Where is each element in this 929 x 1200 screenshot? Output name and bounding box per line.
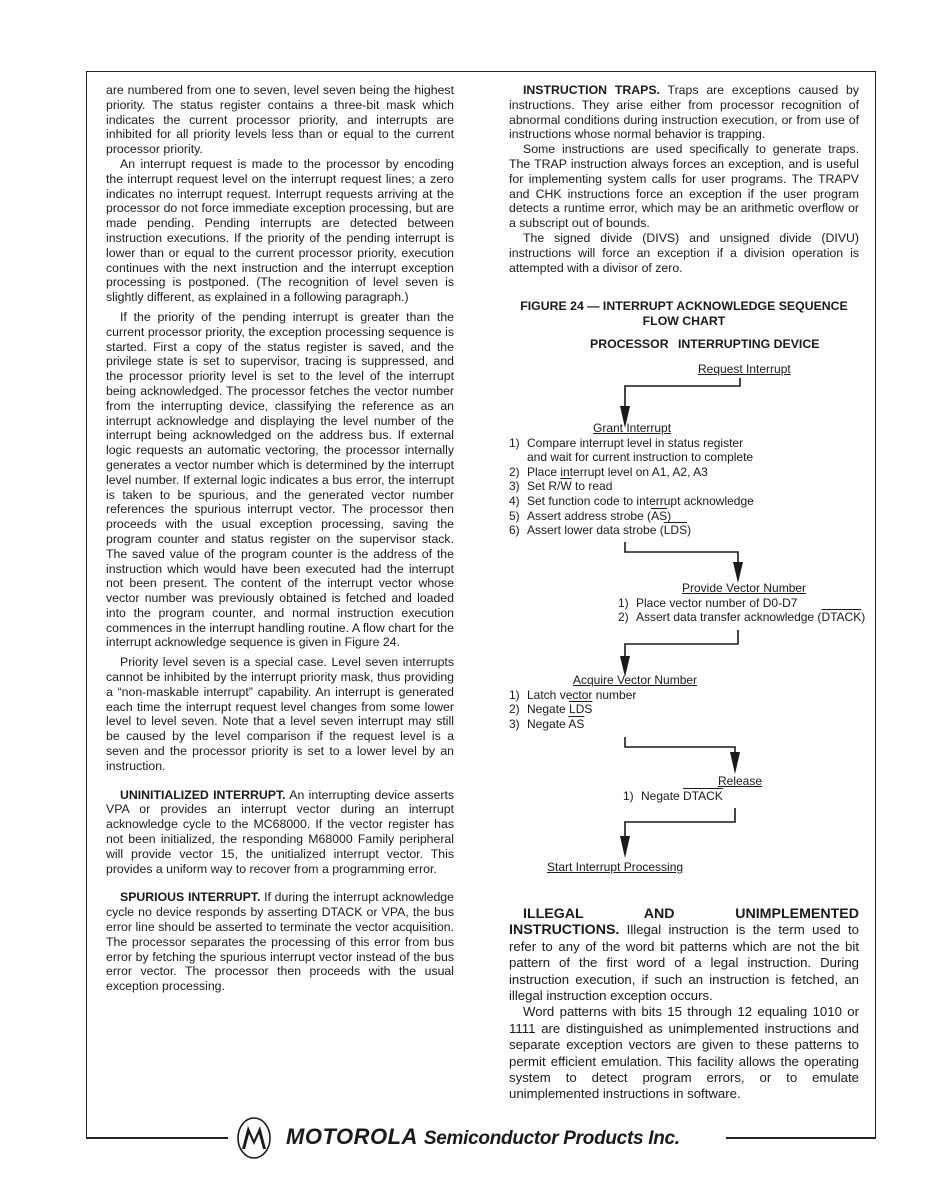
node-title: Acquire Vector Number	[573, 673, 698, 687]
step: 1) Place vector number of D0-D7	[618, 595, 798, 610]
provide-steps	[618, 596, 865, 625]
section-heading: UNINITIALIZED INTERRUPT.	[120, 787, 286, 802]
step: 5) Assert address strobe $(\overline{AS})$	[509, 508, 672, 523]
node-title: Grant Interrupt	[593, 421, 672, 435]
paragraph: If the priority of the pending interrupt is greater than the current processor priority, the exception processing sequence is started. First a copy of the status register is saved, and the privilege state is set to supervisor, tracing is suppressed, and the processor priority level is set to the level of the interrupt being acknowledged. The processor fetches the vector number from the interrupting device, classifying the reference as an interrupt acknowledge and displaying the level number of the interrupt being acknowledged on the address bus. If external logic requests an automatic vectoring, the processor internally generates a vector number which is determined by the interrupt level number. If external logic indicates a bus error, the interrupt is taken to be spurious, and the generated vector number references the spurious interrupt vector. The processor then proceeds with the usual exception processing, saving the program counter and status register on the supervisor stack. The saved value of the program counter is the address of the instruction which would have been executed had the interrupt not been present. The content of the interrupt vector whose vector number was previously obtained is fetched and loaded into the program counter, and normal instruction execution commences in the interrupt handling routine. A flow chart for the interrupt acknowledge sequence is given in Figure 24.	[106, 309, 454, 650]
section-heading: SPURIOUS INTERRUPT.	[120, 890, 261, 905]
step: 4) Set function code to interrupt acknowledge	[509, 493, 754, 508]
footer-rule-right	[726, 1137, 876, 1139]
right-column-bottom	[509, 906, 859, 1103]
section-body: Illegal instruction is the term used to refer to any of the word bit patterns which are not the bit pattern of the first word of a legal instruction. During instruction execution, if such an instruction is fetched, an illegal instruction exception occurs.	[509, 922, 859, 1004]
paragraph: are numbered from one to seven, level seven being the highest priority. The status register contains a three-bit mask which indicates the current processor priority, and interrupts are inhibited for all priority levels less than or equal to the current processor priority.	[106, 83, 454, 157]
section-heading: INSTRUCTION TRAPS.	[523, 83, 660, 97]
node-title: Provide Vector Number	[682, 581, 807, 595]
flow-node-release	[623, 774, 762, 803]
step: 1) Negate DTACK	[623, 788, 723, 803]
step: 2) Negate $\overline{LDS}$	[509, 702, 593, 717]
step: 3) Set $R/\overline{W}$ to read	[509, 479, 613, 494]
node-title: Release	[718, 774, 763, 788]
paragraph: Word patterns with bits 15 through 12 equaling 1010 or 1111 are distinguished as unimplemented instructions and separate exception vectors are given to these patterns to permit efficient emulation. This facility allows the operating system to detect program errors, or to emulate unimplemented instructions in software.	[509, 1004, 859, 1102]
grant-steps	[509, 436, 754, 538]
flow-node-grant-interrupt	[509, 421, 754, 538]
brand-subtitle: Semiconductor Products Inc.	[423, 1128, 680, 1149]
release-steps	[623, 789, 762, 804]
paragraph: Some instructions are used specifically to generate traps. The TRAP instruction always forces an exception, and is useful for implementing system calls for user programs. The TRAPV and CHK instructions force an exception if the user program detects a runtime error, which may be an arithmetic overflow or a subscript out of bounds.	[509, 142, 859, 231]
footer-brand	[286, 1124, 680, 1150]
figure-title-line: FLOW CHART	[642, 313, 726, 328]
step: 1) Compare interrupt level in status register	[509, 435, 744, 450]
brand-name: MOTOROLA	[286, 1124, 418, 1149]
section-heading: ILLEGAL AND UNIMPLEMENTED INSTRUCTIONS.	[509, 906, 859, 939]
paragraph: The signed divide (DIVS) and unsigned divide (DIVU) instructions will force an exception if a division operation is attempted with a divisor of zero.	[509, 230, 859, 275]
section-body: If during the interrupt acknowledge cycle no device responds by asserting DTACK or VPA, the bus error line should be asserted to terminate the vector acquisition. The processor separates the processing of this error from bus error by fetching the spurious interrupt vector instead of the bus error vector. The processor then proceeds with the usual exception processing.	[106, 890, 454, 994]
step: 3) Negate $\overline{AS}$	[509, 716, 585, 731]
acquire-steps	[509, 688, 697, 732]
paragraph: An interrupt request is made to the processor by encoding the interrupt request level on the interrupt request lines; a zero indicates no interrupt request. Interrupt requests arriving at the processor do not force immediate exception processing, but are made pending. Pending interrupts are detected between instruction executions. If the priority of the pending interrupt is lower than or equal to the current processor priority, execution continues with the next instruction and the interrupt exception processing is postponed. (The recognition of level seven is slightly different, as explained in a following paragraph.)	[106, 156, 454, 305]
footer-rule-left	[86, 1137, 228, 1139]
step: 2) Place interrupt level on A1, A2, A3	[509, 464, 708, 479]
step: 2) Assert data transfer acknowledge (DTACK)	[618, 610, 866, 625]
section-body: An interrupting device asserts VPA or provides an interrupt vector during an interrupt acknowledge cycle to the MC68000. If the vector register has not been initialized, the responding M68000 Family peripheral will provide vector 15, the unitialized interrupt vector. This provides a uniform way to recover from a programming error.	[106, 787, 455, 876]
section-body: Traps are exceptions caused by instructions. They arise either from processor recognition of abnormal conditions during instruction execution, or from use of instructions whose normal behavior is trapping.	[509, 83, 859, 142]
flow-node-acquire-vector	[509, 673, 697, 731]
motorola-logo-icon	[232, 1116, 276, 1160]
step: and wait for current instruction to complete	[527, 450, 754, 465]
step: 1) Latch vector number	[509, 687, 637, 702]
flow-node-start-processing: Start Interrupt Processing	[547, 860, 684, 874]
column-label-device: INTERRUPTING DEVICE	[678, 337, 820, 351]
figure-title-line: FIGURE 24 — INTERRUPT ACKNOWLEDGE SEQUENCE	[520, 299, 848, 313]
paragraph: Priority level seven is a special case. Level seven interrupts cannot be inhibited by the interrupt priority mask, thus providing a “non-maskable interrupt” capability. An interrupt is generated each time the interrupt request level changes from some lower level to level seven. Note that a level seven interrupt may still be caused by the level comparison if the request level is a seven and the processor priority is set to a lower level by an instruction.	[106, 655, 454, 773]
flow-node-provide-vector	[618, 581, 865, 625]
flow-node-request-interrupt: Request Interrupt	[698, 362, 791, 376]
illegal-instructions-section	[509, 906, 859, 1004]
column-label-processor: PROCESSOR	[590, 337, 669, 351]
step: 6) Assert lower data strobe $(\overline{LDS})$	[509, 523, 692, 538]
